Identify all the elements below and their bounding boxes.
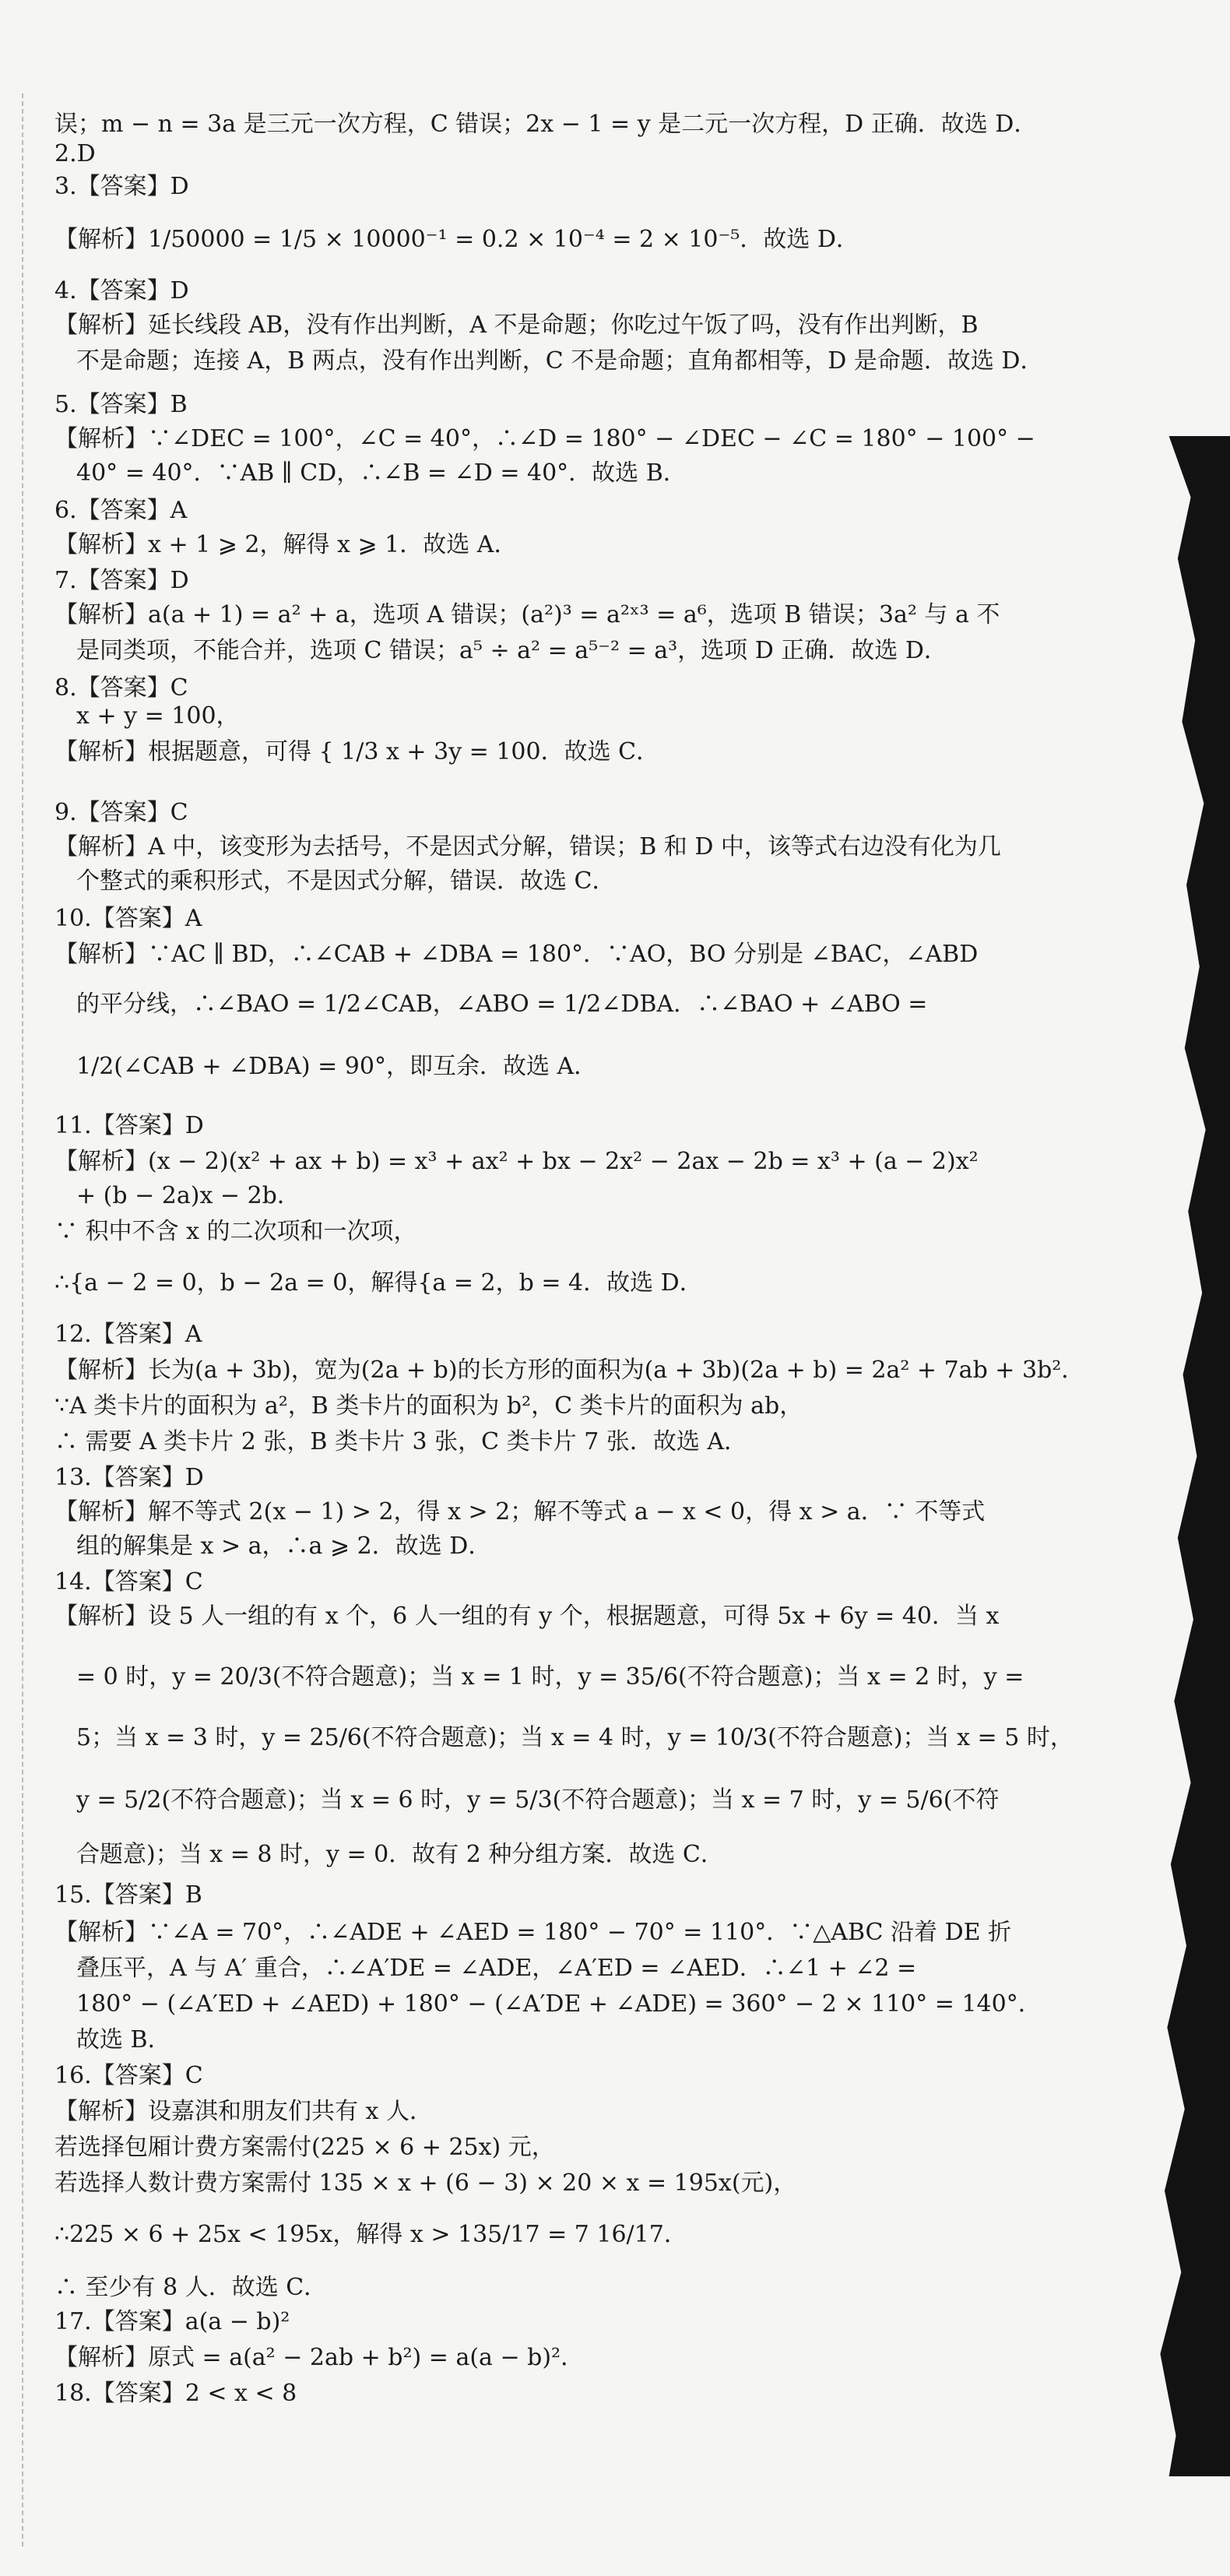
text-line: + (b − 2a)x − 2b． [76, 1182, 300, 1209]
text-line: ∴225 × 6 + 25x < 195x，解得 x > 135/17 = 7 16/17． [54, 2221, 687, 2248]
text-line: 16.【答案】C [54, 2062, 203, 2089]
margin-rule [22, 93, 23, 2546]
text-line: 叠压平，A 与 A′ 重合，∴∠A′DE = ∠ADE，∠A′ED = ∠AED．∴∠1 + ∠2 = [76, 1955, 917, 1982]
text-line: y = 5/2(不符合题意)；当 x = 6 时，y = 5/3(不符合题意)；当 x = 7 时，y = 5/6(不符 [76, 1786, 1000, 1814]
text-line: 18.【答案】2 < x < 8 [54, 2380, 297, 2407]
text-line: ∵ 积中不含 x 的二次项和一次项， [54, 1218, 417, 1245]
text-line: 【解析】设嘉淇和朋友们共有 x 人． [54, 2098, 433, 2125]
text-line: 【解析】1/50000 = 1/5 × 10000⁻¹ = 0.2 × 10⁻⁴ = 2 × 10⁻⁵．故选 D． [54, 226, 859, 253]
text-line: 1/2(∠CAB + ∠DBA) = 90°，即互余．故选 A． [76, 1053, 598, 1080]
text-line: 14.【答案】C [54, 1568, 203, 1596]
text-line: 【解析】延长线段 AB，没有作出判断，A 不是命题；你吃过午饭了吗，没有作出判断，B [54, 311, 979, 339]
text-line: 【解析】长为(a + 3b)，宽为(2a + b)的长方形的面积为(a + 3b)(2a + b) = 2a² + 7ab + 3b²． [54, 1357, 1085, 1384]
text-line: 40° = 40°．∵AB ∥ CD，∴∠B = ∠D = 40°．故选 B． [76, 459, 687, 487]
text-line: 【解析】原式 = a(a² − 2ab + b²) = a(a − b)²． [54, 2344, 585, 2371]
text-line: 若选择人数计费方案需付 135 × x + (6 − 3) × 20 × x = 195x(元)， [54, 2170, 797, 2197]
text-line: 2.D [54, 140, 96, 167]
text-line: 12.【答案】A [54, 1321, 202, 1348]
text-line: 180° − (∠A′ED + ∠AED) + 180° − (∠A′DE + ∠ADE) = 360° − 2 × 110° = 140°． [76, 1990, 1042, 2018]
text-line: 【解析】(x − 2)(x² + ax + b) = x³ + ax² + bx − 2x² − 2ax − 2b = x³ + (a − 2)x² [54, 1148, 979, 1175]
text-line: 10.【答案】A [54, 905, 202, 932]
text-line: 5；当 x = 3 时，y = 25/6(不符合题意)；当 x = 4 时，y = 10/3(不符合题意)；当 x = 5 时， [76, 1724, 1074, 1751]
text-line: 【解析】∵AC ∥ BD，∴∠CAB + ∠DBA = 180°．∵AO，BO 分别是 ∠BAC，∠ABD [54, 941, 979, 968]
text-line: 是同类项，不能合并，选项 C 错误；a⁵ ÷ a² = a⁵⁻² = a³，选项 D 正确．故选 D． [76, 637, 947, 664]
text-line: 13.【答案】D [54, 1464, 204, 1491]
text-line: 误；m − n = 3a 是三元一次方程，C 错误；2x − 1 = y 是二元一次方程，D 正确．故选 D． [54, 111, 1038, 138]
text-line: ∵A 类卡片的面积为 a²，B 类卡片的面积为 b²，C 类卡片的面积为 ab， [54, 1392, 803, 1420]
text-line: ∴ 至少有 8 人．故选 C． [54, 2274, 328, 2301]
text-line: x + y = 100， [76, 702, 240, 730]
text-line: 的平分线，∴∠BAO = 1/2∠CAB，∠ABO = 1/2∠DBA．∴∠BAO + ∠ABO = [76, 991, 928, 1018]
text-line: ∴ 需要 A 类卡片 2 张，B 类卡片 3 张，C 类卡片 7 张．故选 A． [54, 1428, 748, 1455]
text-line: = 0 时，y = 20/3(不符合题意)；当 x = 1 时，y = 35/6(不符合题意)；当 x = 2 时，y = [76, 1663, 1024, 1691]
text-line: 合题意)；当 x = 8 时，y = 0．故有 2 种分组方案．故选 C． [76, 1841, 724, 1868]
text-line: 7.【答案】D [54, 567, 189, 594]
text-line: 3.【答案】D [54, 173, 189, 200]
text-line: 【解析】∵∠A = 70°，∴∠ADE + ∠AED = 180° − 70° = 110°．∵△ABC 沿着 DE 折 [54, 1919, 1012, 1946]
text-line: 【解析】解不等式 2(x − 1) > 2，得 x > 2；解不等式 a − x < 0，得 x > a．∵ 不等式 [54, 1498, 986, 1526]
text-line: 故选 B． [76, 2026, 171, 2053]
text-line: 5.【答案】B [54, 391, 188, 418]
text-line: 11.【答案】D [54, 1112, 204, 1139]
text-line: 15.【答案】B [54, 1881, 202, 1909]
text-line: 【解析】根据题意，可得 { 1/3 x + 3y = 100．故选 C． [54, 738, 660, 765]
torn-edge [1143, 436, 1230, 2476]
text-line: 个整式的乘积形式，不是因式分解，错误．故选 C． [76, 867, 616, 895]
text-line: 组的解集是 x > a，∴a ⩾ 2．故选 D． [76, 1533, 492, 1560]
text-line: 【解析】设 5 人一组的有 x 个，6 人一组的有 y 个，根据题意，可得 5x + 6y = 40．当 x [54, 1603, 1000, 1630]
text-line: 6.【答案】A [54, 497, 188, 524]
text-line: 不是命题；连接 A，B 两点，没有作出判断，C 不是命题；直角都相等，D 是命题．故选 D． [76, 347, 1044, 375]
text-line: 【解析】∵∠DEC = 100°，∠C = 40°，∴∠D = 180° − ∠DEC − ∠C = 180° − 100° − [54, 425, 1035, 452]
text-line: 17.【答案】a(a − b)² [54, 2308, 290, 2335]
text-line: 【解析】a(a + 1) = a² + a，选项 A 错误；(a²)³ = a²ˣ³ = a⁶，选项 B 错误；3a² 与 a 不 [54, 601, 1000, 628]
text-line: 8.【答案】C [54, 674, 188, 702]
text-line: 【解析】A 中，该变形为去括号，不是因式分解，错误；B 和 D 中，该等式右边没有化为几 [54, 833, 1001, 860]
text-line: 9.【答案】C [54, 799, 188, 826]
text-line: 【解析】x + 1 ⩾ 2，解得 x ⩾ 1．故选 A． [54, 531, 518, 558]
text-line: 若选择包厢计费方案需付(225 × 6 + 25x) 元， [54, 2134, 555, 2161]
text-line: ∴{a − 2 = 0，b − 2a = 0，解得{a = 2，b = 4．故选 D． [54, 1269, 703, 1297]
text-line: 4.【答案】D [54, 277, 189, 304]
